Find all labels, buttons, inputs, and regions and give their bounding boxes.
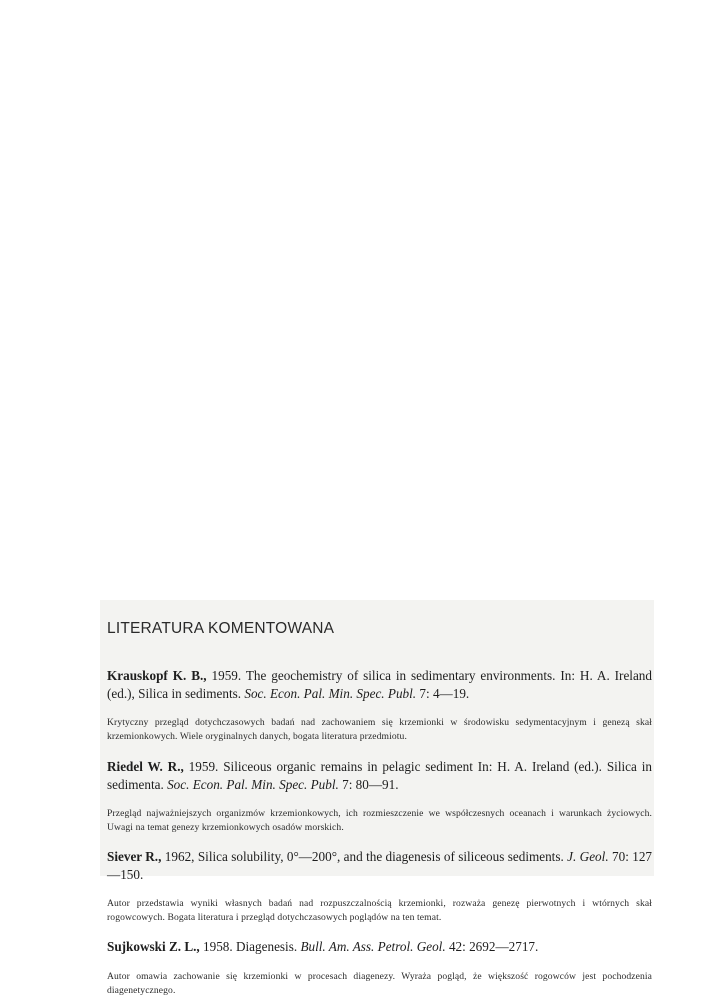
journal: Bull. Am. Ass. Petrol. Geol.	[300, 939, 446, 955]
work-title: Silica solubility, 0°—200°, and the diagenesis of siliceous sediments.	[197, 848, 564, 864]
journal: Soc. Econ. Pal. Min. Spec. Publ.	[244, 686, 417, 702]
reference: 7: 4—19.	[419, 686, 470, 702]
year: 1958.	[203, 939, 233, 955]
bibliography-entry	[107, 848, 652, 925]
annotation: Przegląd najważniejszych organizmów krzemionkowych, ich rozmieszczenie we współczesnych oceanach i warunkach życiowych. Uwagi na temat genezy krzemionkowych osadów morskich.	[107, 807, 652, 833]
bibliography-list	[107, 654, 652, 1007]
citation	[107, 758, 652, 794]
citation	[107, 848, 652, 884]
bibliography-entry	[107, 667, 652, 744]
year: 1959.	[188, 758, 219, 774]
author: Krauskopf K. B.,	[107, 668, 207, 684]
work-title: The geochemistry of silica in sedimentary environments. In: H. A. Ireland (ed.), Silica in sediments.	[107, 668, 652, 702]
journal: Soc. Econ. Pal. Min. Spec. Publ.	[167, 776, 339, 792]
reference: 70: 127—150.	[107, 848, 653, 882]
reference: 42: 2692—2717.	[448, 939, 539, 955]
bibliography-entry	[107, 758, 652, 835]
annotation: Krytyczny przegląd dotychczasowych badań nad zachowaniem się krzemionki w środowisku sedymentacyjnym i genezą skał krzemionkowych. Wiele oryginalnych danych, bogata literatura przedmiotu.	[107, 717, 652, 743]
author: Sujkowski Z. L.,	[107, 939, 200, 955]
work-title: Siliceous organic remains in pelagic sediment In: H. A. Ireland (ed.). Silica in sedimenta.	[107, 758, 653, 792]
journal: J. Geol.	[567, 848, 609, 864]
year: 1962,	[164, 848, 195, 864]
author: Siever R.,	[107, 848, 162, 864]
annotation: Autor przedstawia wyniki własnych badań nad rozpuszczalnością krzemionki, rozważa genezę pierwotnych i wtórnych skał rogowcowych. Bogata literatura i przegląd dotychczasowych poglądów na ten temat.	[107, 898, 652, 924]
reference: 7: 80—91.	[342, 776, 399, 792]
section-title: LITERATURA KOMENTOWANA	[107, 620, 335, 637]
work-title: Diagenesis.	[235, 939, 298, 955]
citation	[107, 938, 652, 956]
citation	[107, 667, 652, 703]
year: 1959.	[211, 668, 242, 684]
annotation: Autor omawia zachowanie się krzemionki w procesach diagenezy. Wyraża pogląd, że większość rogowców jest pochodzenia diagenetycznego.	[107, 970, 652, 996]
author: Riedel W. R.,	[107, 758, 184, 774]
bibliography-entry	[107, 938, 652, 997]
